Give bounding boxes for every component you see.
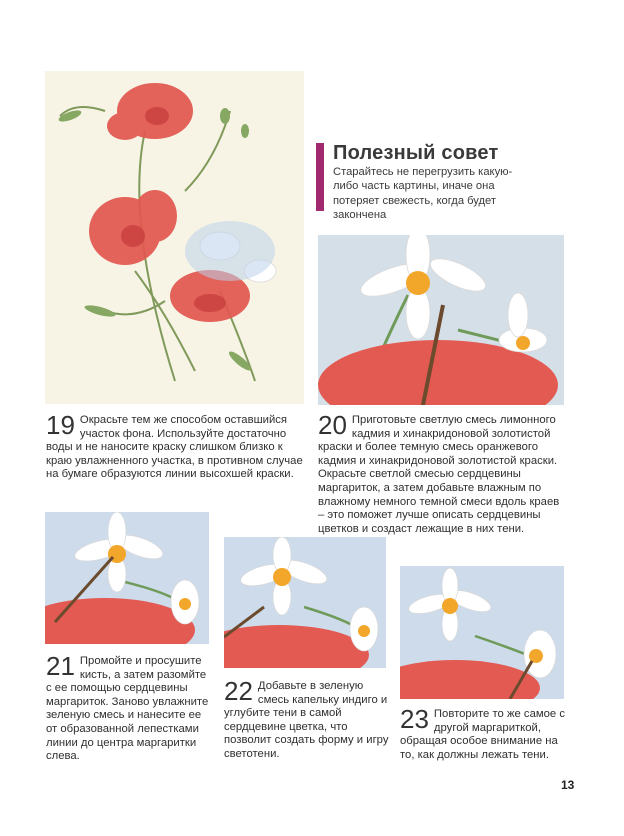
step-21-number: 21: [46, 651, 75, 681]
step-22-image: [224, 537, 386, 668]
step-23: [400, 704, 565, 762]
poppy-painting-main: [45, 71, 304, 404]
step-23-image: [400, 566, 564, 699]
tip-accent-bar: [316, 143, 324, 211]
step-21-text: Промойте и просушите кисть, а затем разомйте с ее помощью сердцевины маргариток. Заново увлажните зеленую смесь и нанесите ее от образованной лепестками линии до центра маргаритки слева.: [46, 655, 209, 763]
step-22-text: Добавьте в зеленую смесь капельку индиго и углубите тени в самой сердцевине цветка, что позволит создать форму и игру светотени.: [224, 680, 389, 760]
step-21-image: [45, 512, 209, 644]
step-19-text: Окрасьте тем же способом оставшийся участок фона. Используйте достаточно воды и не наносите краску слишком близко к краю увлажненного участка, в противном случае на бумаге образуются линии высохшей краски.: [46, 414, 303, 481]
step-23-number: 23: [400, 704, 429, 734]
step-20-number: 20: [318, 410, 347, 440]
page-number: 13: [561, 778, 575, 792]
step-20-image: [318, 235, 564, 405]
step-21: [46, 651, 211, 764]
tip-text: Старайтесь не перегрузить какую-либо часть картины, иначе она потеряет свежесть, когда будет закончена: [333, 166, 513, 222]
step-23-text: Повторите то же самое с другой маргариткой, обращая особое внимание на то, как должны лежать тени.: [400, 708, 565, 761]
step-20: [318, 410, 568, 536]
step-22-number: 22: [224, 676, 253, 706]
step-20-text: Приготовьте светлую смесь лимонного кадмия и хинакридоновой золотистой краски и более темную смесь оранжевого кадмия и хинакридоновой золотистой краски. Окрасьте светлой смесью сердцевины маргариток, а затем добавьте влажным по влажному немного темной смеси вдоль краев – это поможет лучше описать сердцевины цветков и создаст лежащие в них тени.: [318, 414, 560, 535]
step-22: [224, 676, 389, 762]
tip-title: Полезный совет: [333, 142, 499, 164]
step-19: [46, 410, 306, 482]
step-19-number: 19: [46, 410, 75, 440]
